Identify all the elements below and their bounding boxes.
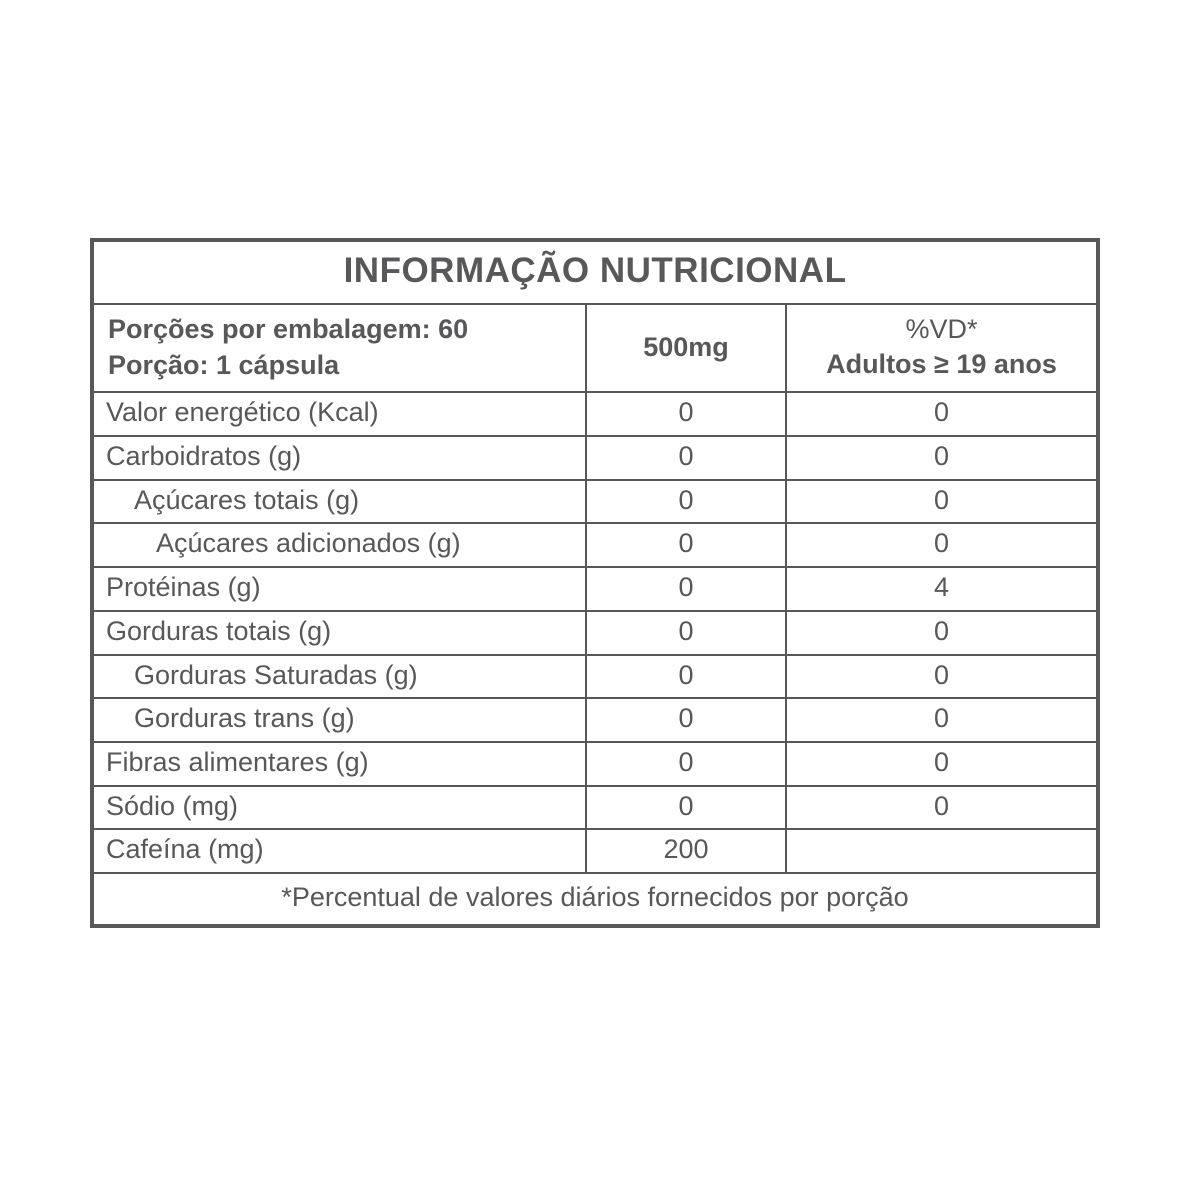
nutrient-name: Valor energético (Kcal) [94,392,586,436]
nutrition-facts-panel [90,238,1100,928]
nutrient-vd: 0 [786,523,1096,567]
table-row [94,655,1096,699]
table-row [94,567,1096,611]
vd-label: %VD* [905,313,978,344]
nutrient-name: Carboidratos (g) [94,436,586,480]
nutrient-vd: 0 [786,436,1096,480]
table-row [94,611,1096,655]
nutrient-vd: 0 [786,786,1096,830]
nutrient-amount: 200 [586,829,786,873]
table-row [94,742,1096,786]
nutrient-amount: 0 [586,523,786,567]
nutrient-amount: 0 [586,611,786,655]
nutrient-name: Sódio (mg) [94,786,586,830]
nutrient-vd [786,829,1096,873]
table-row [94,480,1096,524]
table-row [94,523,1096,567]
nutrient-name: Protéinas (g) [94,567,586,611]
nutrient-name: Gorduras Saturadas (g) [94,655,586,699]
servings-info [94,304,586,393]
nutrient-amount: 0 [586,655,786,699]
nutrient-name: Gorduras totais (g) [94,611,586,655]
nutrient-amount: 0 [586,567,786,611]
nutrient-vd: 0 [786,392,1096,436]
nutrient-name: Gorduras trans (g) [94,698,586,742]
table-row [94,698,1096,742]
nutrition-table [94,242,1096,924]
nutrient-amount: 0 [586,698,786,742]
amount-column-header: 500mg [586,304,786,393]
nutrient-amount: 0 [586,480,786,524]
nutrient-vd: 0 [786,742,1096,786]
vd-audience: Adultos ≥ 19 anos [826,348,1057,379]
daily-value-column-header [786,304,1096,393]
nutrient-vd: 0 [786,655,1096,699]
nutrient-vd: 0 [786,611,1096,655]
panel-title: INFORMAÇÃO NUTRICIONAL [94,242,1096,304]
table-row [94,829,1096,873]
nutrient-name: Açúcares adicionados (g) [94,523,586,567]
servings-per-package: Porções por embalagem: 60 [108,313,469,344]
table-row [94,786,1096,830]
nutrient-name: Cafeína (mg) [94,829,586,873]
nutrient-amount: 0 [586,742,786,786]
nutrient-vd: 4 [786,567,1096,611]
nutrient-name: Fibras alimentares (g) [94,742,586,786]
serving-size: Porção: 1 cápsula [108,349,340,380]
nutrient-name: Açúcares totais (g) [94,480,586,524]
footnote: *Percentual de valores diários fornecidos por porção [94,873,1096,924]
nutrient-amount: 0 [586,786,786,830]
table-row [94,436,1096,480]
nutrient-amount: 0 [586,392,786,436]
nutrient-amount: 0 [586,436,786,480]
nutrient-vd: 0 [786,480,1096,524]
table-row [94,392,1096,436]
table-footnote-row [94,873,1096,924]
nutrient-vd: 0 [786,698,1096,742]
table-header-row [94,304,1096,393]
table-title-row [94,242,1096,304]
